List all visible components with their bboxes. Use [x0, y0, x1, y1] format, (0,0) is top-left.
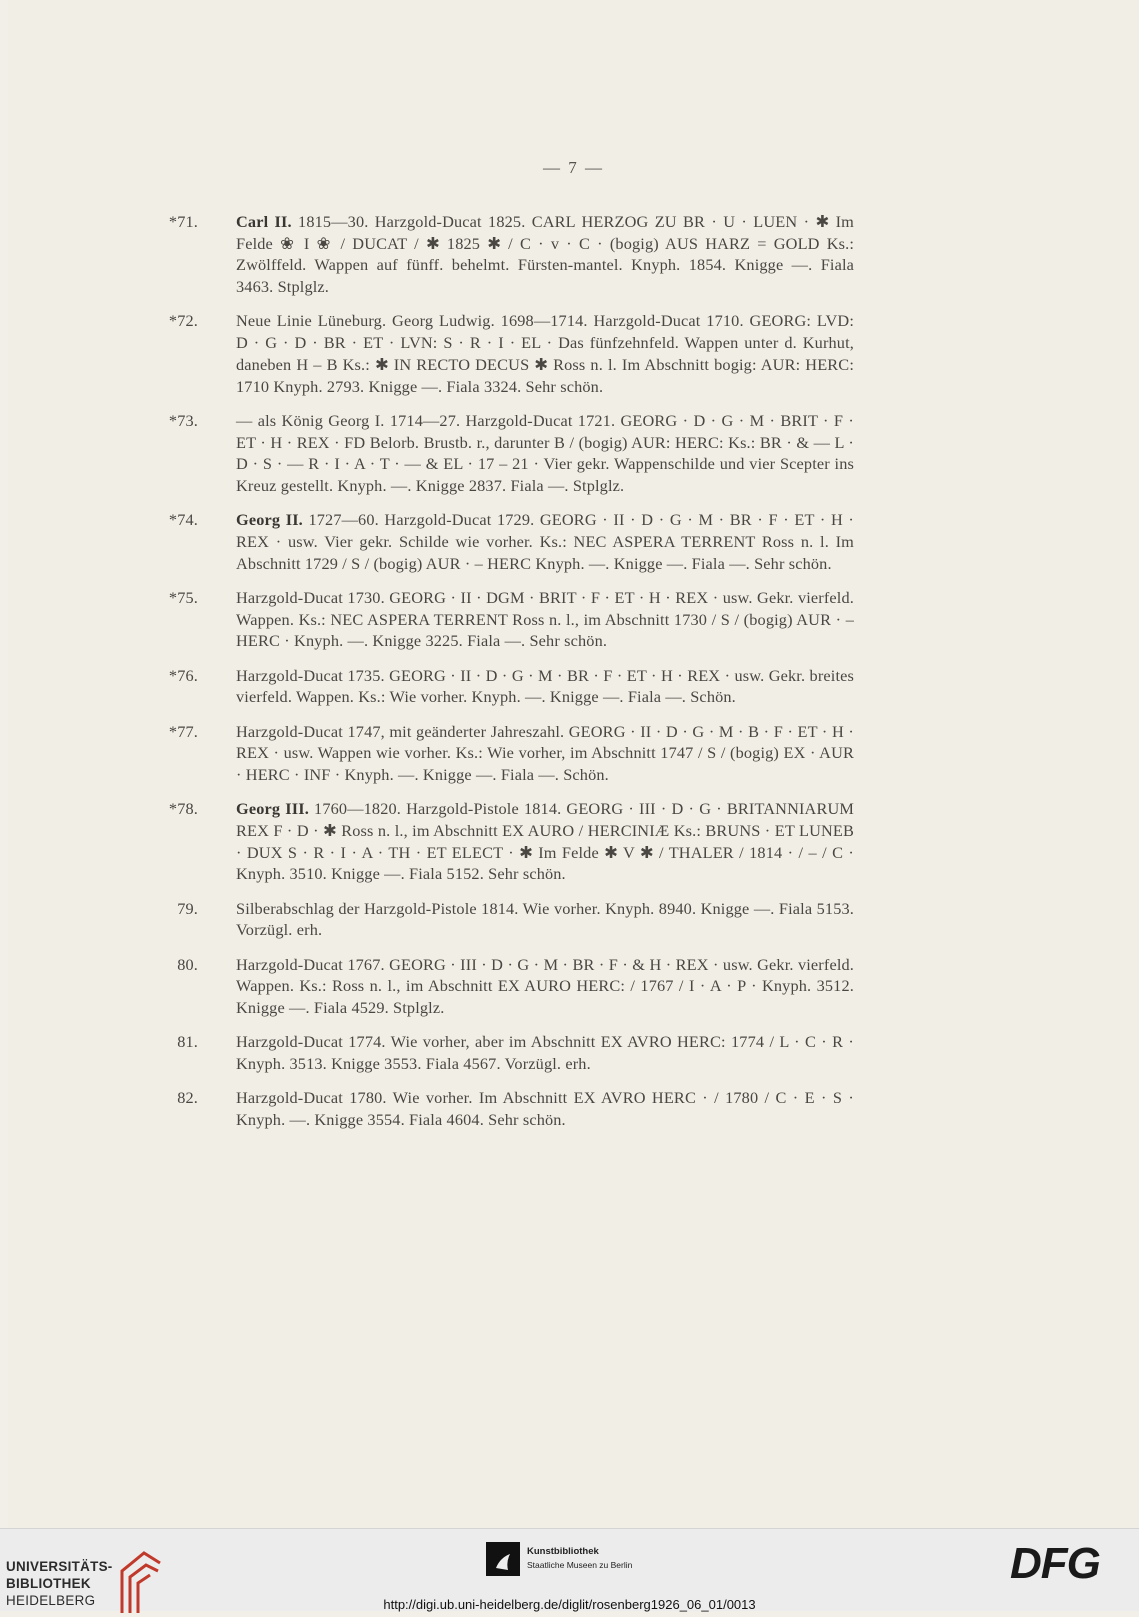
entry-text: — als König Georg I. 1714—27. Harzgold-Ducat 1721. GEORG · D · G · M · BRIT · F · ET · H · REX · FD Belorb. Brustb. r., darunter B / (bogig) AUR: HERC: Ks.: BR · & — L · D · S · — R · I · A · T · — & EL · 17 – 21 · Vier gekr. Wappenschilde und vier Scepter ins Kreuz gestellt. Knyph. —. Knigge 2837. Fiala —. Stplglz.: [236, 410, 854, 495]
entry-text: 1727—60. Harzgold-Ducat 1729. GEORG · II · D · G · M · BR · F · ET · H · REX · usw. Vier gekr. Schilde wie vorher. Ks.: NEC ASPERA TERRENT Ross n. l. Im Abschnitt 1729 / S / (bogig) AUR · – HERC Knyph. —. Knigge —. Fiala —. Sehr schön.: [236, 510, 855, 573]
entry-number: 81.: [177, 1032, 198, 1052]
entry-heading: Georg III.: [236, 799, 309, 819]
entry-text: Harzgold-Ducat 1780. Wie vorher. Im Abschnitt EX AVRO HERC · / 1780 / C · E · S · Knyph. —. Knigge 3554. Fiala 4604. Sehr schön.: [236, 1088, 854, 1130]
entry-text: 1815—30. Harzgold-Ducat 1825. CARL HERZOG ZU BR · U · LUEN · ✱ Im Felde ❀ I ❀ / DUCAT / ✱ 1825 ✱ / C · v · C · (bogig) AUS HARZ = GOLD Ks.: Zwölffeld. Wappen auf fünff. behelmt. Fürsten-mantel. Knyph. 1854. Knigge —. Fiala 3463. Stplglz.: [236, 212, 854, 297]
entry-text: Harzgold-Ducat 1774. Wie vorher, aber im Abschnitt EX AVRO HERC: 1774 / L · C · R · Knyph. 3513. Knigge 3553. Fiala 4567. Vorzügl. erh.: [236, 1032, 854, 1074]
catalog-entry: [148, 509, 854, 574]
permalink-url[interactable]: http://digi.ub.uni-heidelberg.de/diglit/rosenberg1926_06_01/0013: [383, 1597, 756, 1612]
ub-logo-line: UNIVERSITÄTS-: [6, 1559, 113, 1574]
entry-number: *78.: [168, 799, 198, 819]
entry-text: Harzgold-Ducat 1767. GEORG · III · D · G · M · BR · F · & H · REX · usw. Gekr. vierfeld. Wappen. Ks.: Ross n. l., im Abschnitt EX AURO HERC: / 1767 / I · A · P · Knyph. 3512. Knigge —. Fiala 4529. Stplglz.: [236, 954, 854, 1018]
entry-number: *73.: [168, 410, 198, 430]
kunstbibliothek-logo[interactable]: [486, 1542, 686, 1586]
entry-text: Silberabschlag der Harzgold-Pistole 1814. Wie vorher. Knyph. 8940. Knigge —. Fiala 5153. Vorzügl. erh.: [236, 898, 854, 940]
dfg-logo[interactable]: [1010, 1539, 1120, 1588]
catalog-entry: [148, 587, 854, 652]
catalog-entry: [148, 665, 854, 708]
entry-number: 80.: [177, 954, 198, 974]
entry-number: *76.: [168, 665, 198, 685]
entry-number: *77.: [168, 721, 198, 741]
catalog-entries: [148, 211, 854, 1143]
entry-text: Harzgold-Ducat 1735. GEORG · II · D · G · M · BR · F · ET · H · REX · usw. Gekr. breites vierfeld. Wappen. Ks.: Wie vorher. Knyph. —. Knigge —. Fiala —. Schön.: [236, 665, 854, 707]
viewer-footer: [0, 1528, 1139, 1611]
smb-title: Kunstbibliothek: [527, 1546, 599, 1557]
entry-heading: Carl II.: [236, 212, 292, 231]
scanned-page: [8, 0, 1139, 1528]
entry-text: 1760—1820. Harzgold-Pistole 1814. GEORG · III · D · G · BRITANNIARUM REX F · D · ✱ Ross n. l., im Abschnitt EX AURO / HERCINIÆ Ks.: BRUNS · ET LUNEB · DUX S · R · I · A · TH · ET ELECT · ✱ Im Felde ✱ V ✱ / THALER / 1814 · / – / C · Knyph. 3510. Knigge —. Fiala 5152. Sehr schön.: [236, 799, 855, 884]
entry-text: Harzgold-Ducat 1730. GEORG · II · DGM · BRIT · F · ET · H · REX · usw. Gekr. vierfeld. Wappen. Ks.: NEC ASPERA TERRENT Ross n. l., im Abschnitt 1730 / S / (bogig) AUR · – HERC · Knyph. —. Knigge 3225. Fiala —. Sehr schön.: [236, 587, 854, 651]
catalog-entry: [148, 410, 854, 497]
smb-eagle-icon: [486, 1542, 520, 1576]
entry-number: *71.: [168, 212, 198, 231]
entry-heading: Georg II.: [236, 510, 303, 530]
catalog-entry: [148, 798, 854, 885]
smb-subtitle: Staatliche Museen zu Berlin: [527, 1560, 633, 1570]
page-number: — 7 —: [543, 158, 604, 177]
entry-number: 82.: [177, 1088, 198, 1108]
catalog-entry: [148, 310, 854, 397]
catalog-entry: [148, 1087, 854, 1130]
entry-number: *75.: [168, 587, 198, 607]
catalog-entry: [148, 954, 854, 1019]
catalog-entry: [148, 1031, 854, 1074]
catalog-entry: [148, 898, 854, 941]
entry-text: Harzgold-Ducat 1747, mit geänderter Jahreszahl. GEORG · II · D · G · M · B · F · ET · H · REX · usw. Wappen wie vorher. Ks.: Wie vorher, im Abschnitt 1747 / S / (bogig) EX · AUR · HERC · INF · Knyph. —. Knigge —. Fiala —. Schön.: [236, 721, 854, 785]
catalog-entry: [148, 211, 854, 298]
ub-logo-line: BIBLIOTHEK: [6, 1576, 91, 1591]
entry-number: *72.: [168, 311, 198, 331]
entry-number: 79.: [177, 898, 198, 918]
entry-text: Neue Linie Lüneburg. Georg Ludwig. 1698—1714. Harzgold-Ducat 1710. GEORG: LVD: D · G · D · BR · ET · LVN: S · R · I · EL · Das fünfzehnfeld. Wappen unter d. Kurhut, daneben H – B Ks.: ✱ IN RECTO DECUS ✱ Ross n. l. Im Abschnitt bogig: AUR: HERC: 1710 Knyph. 2793. Knigge —. Fiala 3324. Sehr schön.: [236, 311, 854, 396]
catalog-entry: [148, 721, 854, 786]
entry-number: *74.: [168, 510, 198, 530]
ub-logo-line: HEIDELBERG: [6, 1593, 96, 1608]
dfg-logo-text: DFG: [1010, 1539, 1100, 1588]
